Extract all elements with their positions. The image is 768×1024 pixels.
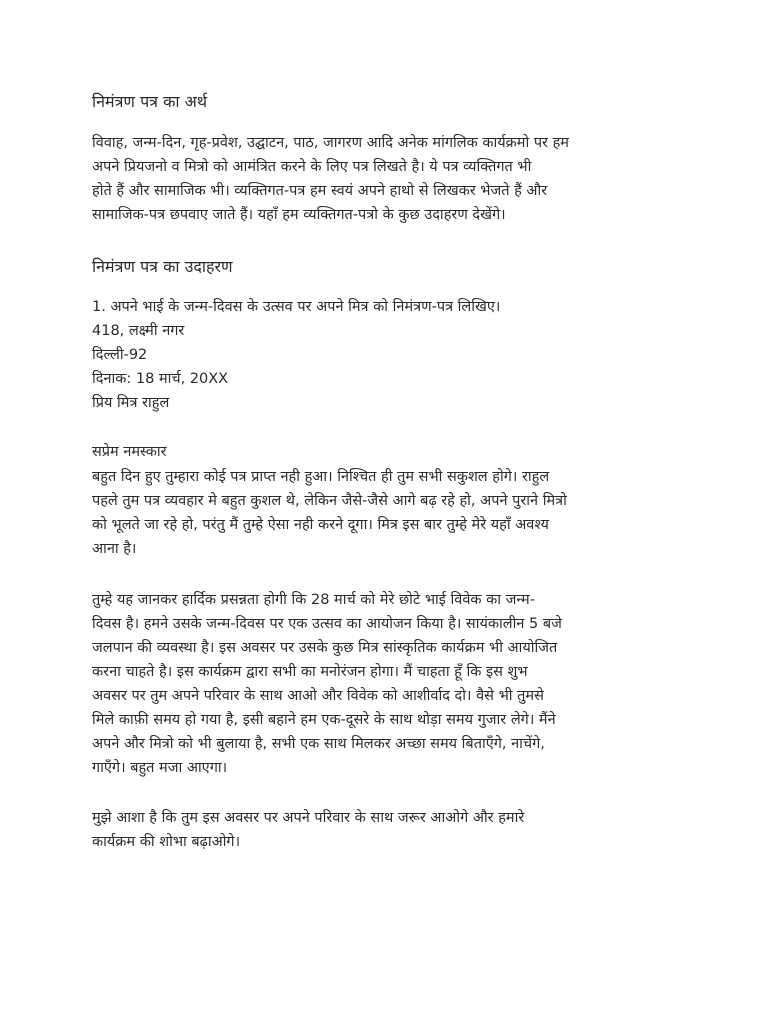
task-line: 1. अपने भाई के जन्म-दिवस के उत्सव पर अपने मित्र को निमंत्रण-पत्र लिखिए। [92, 299, 501, 315]
para2-line: अवसर पर तुम अपने परिवार के साथ आओ और विवेक को आशीर्वाद दो। वैसे भी तुमसे [92, 688, 544, 704]
para2-line: मिले काफ़ी समय हो गया है, इसी बहाने हम एक-दूसरे के साथ थोड़ा समय गुजार लेगे। मैंने [92, 712, 556, 728]
para1-line: पहले तुम पत्र व्यवहार मे बहुत कुशल थे, लेकिन जैसे-जैसे आगे बढ़ रहे हो, अपने पुराने मित्रो [92, 493, 567, 509]
para3-line: कार्यक्रम की शोभा बढ़ाओगे। [92, 834, 241, 850]
heading-meaning: निमंत्रण पत्र का अर्थ [92, 92, 208, 111]
meaning-line: होते हैं और सामाजिक भी। व्यक्तिगत-पत्र हम स्वयं अपने हाथो से लिखकर भेजते हैं और [92, 183, 548, 199]
date-line: दिनाक: 18 मार्च, 20XX [92, 371, 229, 387]
city-line: दिल्ली-92 [92, 347, 148, 363]
letter-paragraph-3 [92, 806, 692, 854]
para2-line: गाएँगे। बहुत मजा आएगा। [92, 760, 228, 776]
greeting-line: सप्रेम नमस्कार [92, 444, 167, 460]
para1-line: बहुत दिन हुए तुम्हारा कोई पत्र प्राप्त नही हुआ। निश्चित ही तुम सभी सकुशल होगे। राहुल [92, 469, 550, 485]
letter-paragraph-1 [92, 465, 692, 561]
heading-example: निमंत्रण पत्र का उदाहरण [92, 257, 233, 276]
para1-line: आना है। [92, 541, 137, 557]
para2-line: दिवस है। हमने उसके जन्म-दिवस पर एक उत्सव का आयोजन किया है। सायंकालीन 5 बजे [92, 616, 562, 632]
para2-line: तुम्हे यह जानकर हार्दिक प्रसन्नता होगी कि 28 मार्च को मेरे छोटे भाई विवेक का जन्म- [92, 592, 535, 608]
meaning-line: अपने प्रियजनो व मित्रो को आमंत्रित करने के लिए पत्र लिखते है। ये पत्र व्यक्तिगत भी [92, 159, 532, 175]
greeting [92, 440, 692, 464]
para1-line: को भूलते जा रहे हो, परंतु मैं तुम्हे ऐसा नही करने दूगा। मित्र इस बार तुम्हे मेरे यहाँ अवश्य [92, 517, 549, 533]
address-line: 418, लक्ष्मी नगर [92, 323, 185, 339]
letter-paragraph-2 [92, 588, 692, 780]
para2-line: करना चाहते है। इस कार्यक्रम द्वारा सभी का मनोरंजन होगा। मैं चाहता हूँ कि इस शुभ [92, 664, 528, 680]
meaning-paragraph [92, 131, 692, 227]
para3-line: मुझे आशा है कि तुम इस अवसर पर अपने परिवार के साथ जरूर आओगे और हमारे [92, 810, 525, 826]
letter-header [92, 295, 692, 415]
para2-line: अपने और मित्रो को भी बुलाया है, सभी एक साथ मिलकर अच्छा समय बिताएँगे, नाचेंगे, [92, 736, 545, 752]
meaning-line: सामाजिक-पत्र छपवाए जाते हैं। यहाँ हम व्यक्तिगत-पत्रो के कुछ उदाहरण देखेंगे। [92, 207, 506, 223]
salutation-line: प्रिय मित्र राहुल [92, 395, 170, 411]
meaning-line: विवाह, जन्म-दिन, गृह-प्रवेश, उद्घाटन, पाठ, जागरण आदि अनेक मांगलिक कार्यक्रमो पर हम [92, 135, 569, 151]
para2-line: जलपान की व्यवस्था है। इस अवसर पर उसके कुछ मित्र सांस्कृतिक कार्यक्रम भी आयोजित [92, 640, 558, 656]
